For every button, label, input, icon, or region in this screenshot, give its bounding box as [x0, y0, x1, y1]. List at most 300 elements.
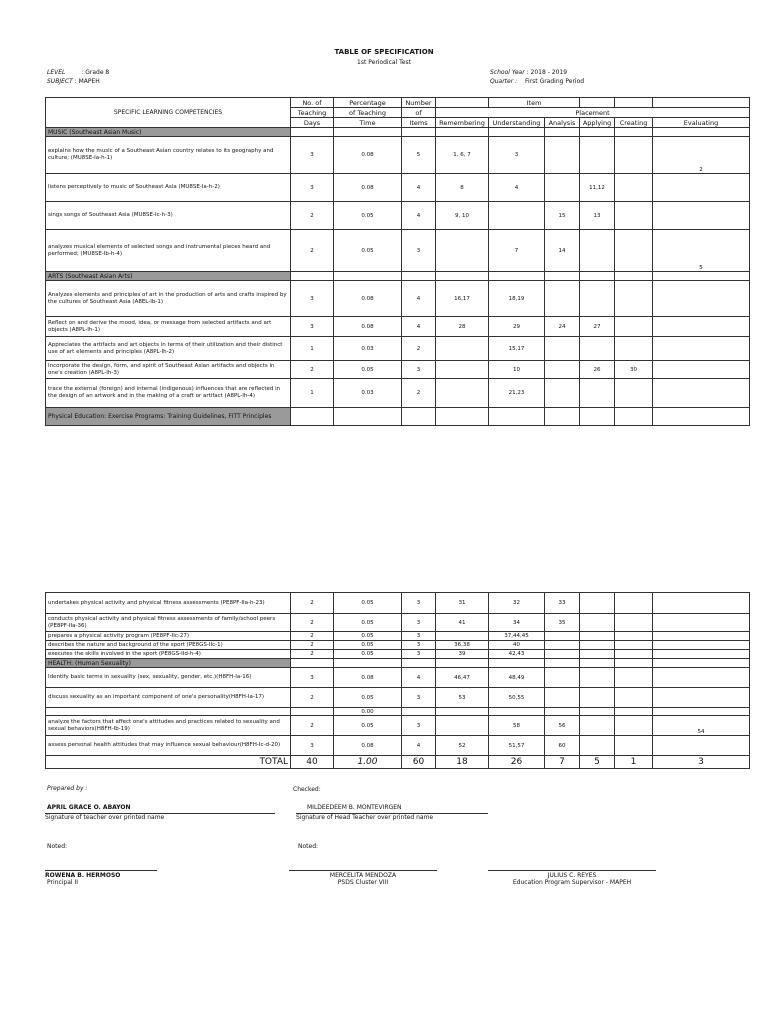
creating-cell [615, 202, 653, 230]
creating-cell [615, 281, 653, 317]
understanding-cell: 4 [489, 174, 545, 202]
competency-cell: executes the skills involved in the sport (PE8GS-IId-h-4) [46, 650, 291, 659]
section-blank-cell [580, 659, 615, 668]
creating-cell [615, 379, 653, 408]
competency-cell: analyze the factors that affect one's attitudes and practices related to sexuality and sexual behaviors(H8FH-Ib-19) [46, 716, 291, 736]
remembering-cell [436, 361, 489, 379]
competency-cell: explains how the music of a Southeast Asian country relates to its geography and culture; (MU8SE-Ia-h-1) [46, 137, 291, 174]
table-row [46, 736, 750, 756]
placement-blank-3 [615, 98, 653, 108]
remembering-cell [436, 379, 489, 408]
evaluating-cell [653, 708, 750, 716]
creating-cell [615, 716, 653, 736]
analysis-cell: 24 [545, 317, 580, 337]
items-header-3: Items [402, 118, 436, 128]
school-year-label: School Year [490, 69, 525, 76]
section-row [46, 659, 750, 668]
section-blank-cell [489, 128, 545, 137]
section-blank-cell [653, 272, 750, 281]
percentage-cell: 0.05 [334, 593, 402, 614]
number-of-items-cell: 4 [402, 174, 436, 202]
creating-cell [615, 174, 653, 202]
total-remembering: 18 [436, 756, 489, 769]
teaching-days-cell: 2 [291, 593, 334, 614]
creating-cell: 30 [615, 361, 653, 379]
applying-cell [580, 379, 615, 408]
teaching-days-cell: 2 [291, 716, 334, 736]
evaluating-cell [653, 202, 750, 230]
supervisor-title: Education Program Supervisor - MAPEH [512, 879, 632, 886]
teaching-days-cell: 2 [291, 230, 334, 272]
competency-cell: trace the external (foreign) and internal (indigenous) influences that are reflected in the design of an artwork and in the making of a craft or artifact (A8PL-Ih-4) [46, 379, 291, 408]
evaluating-cell [653, 668, 750, 688]
percentage-cell: 0.05 [334, 688, 402, 708]
percentage-cell: 0.03 [334, 337, 402, 361]
applying-cell [580, 668, 615, 688]
psds-title: PSDS Cluster VIII [337, 879, 389, 886]
number-of-items-cell: 3 [402, 650, 436, 659]
table-row [46, 281, 750, 317]
number-of-items-cell: 4 [402, 317, 436, 337]
creating-cell [615, 708, 653, 716]
percentage-cell: 0.03 [334, 379, 402, 408]
specification-table-top [45, 97, 750, 426]
evaluating-cell [653, 174, 750, 202]
number-of-items-cell: 3 [402, 361, 436, 379]
pct-header-3: Time [334, 118, 402, 128]
specification-table-bottom [45, 592, 750, 769]
remembering-header: Remembering [436, 118, 489, 128]
subject-value: : MAPEH [74, 78, 100, 85]
remembering-cell: 28 [436, 317, 489, 337]
total-number-of-items: 60 [402, 756, 436, 769]
table-row [46, 174, 750, 202]
header-row-1 [46, 98, 750, 108]
competencies-header: SPECIFIC LEARNING COMPETENCIES [46, 98, 291, 128]
competency-cell: discuss sexuality as an important component of one's personality(H8FH-Ia-17) [46, 688, 291, 708]
percentage-cell: 0.05 [334, 361, 402, 379]
number-of-items-cell: 2 [402, 379, 436, 408]
understanding-cell: 34 [489, 614, 545, 632]
number-of-items-cell: 2 [402, 337, 436, 361]
analysis-cell: 35 [545, 614, 580, 632]
applying-cell [580, 632, 615, 641]
table-row [46, 688, 750, 708]
creating-cell [615, 632, 653, 641]
days-header-1: No. of [291, 98, 334, 108]
analysis-cell: 15 [545, 202, 580, 230]
section-blank-cell [545, 272, 580, 281]
evaluating-cell [653, 317, 750, 337]
percentage-cell: 0.05 [334, 641, 402, 650]
competency-cell: listens perceptively to music of Southeast Asia (MU8SE-Ia-h-2) [46, 174, 291, 202]
table-row [46, 632, 750, 641]
section-blank-cell [291, 408, 334, 426]
evaluating-cell: 5 [653, 230, 750, 272]
analysis-cell [545, 361, 580, 379]
evaluating-cell [653, 736, 750, 756]
principal-title: Principal II [47, 879, 79, 886]
number-of-items-cell: 3 [402, 688, 436, 708]
quarter-value: First Grading Period [525, 78, 585, 85]
pct-header-1: Percentage [334, 98, 402, 108]
evaluating-cell [653, 641, 750, 650]
creating-cell [615, 317, 653, 337]
number-of-items-cell: 4 [402, 202, 436, 230]
subject-label: SUBJECT [47, 78, 73, 85]
analysis-cell: 33 [545, 593, 580, 614]
section-blank-cell [653, 128, 750, 137]
analysis-header: Analysis [545, 118, 580, 128]
percentage-cell: 0.05 [334, 614, 402, 632]
remembering-cell [436, 230, 489, 272]
section-blank-cell [402, 272, 436, 281]
table-row [46, 230, 750, 272]
understanding-cell: 32 [489, 593, 545, 614]
remembering-cell: 36,38 [436, 641, 489, 650]
table-row [46, 317, 750, 337]
number-of-items-cell: 4 [402, 281, 436, 317]
remembering-cell: 1, 6, 7 [436, 137, 489, 174]
understanding-cell: 58 [489, 716, 545, 736]
applying-cell [580, 593, 615, 614]
teaching-days-cell [291, 708, 334, 716]
section-blank-cell [489, 408, 545, 426]
table-row [46, 361, 750, 379]
teaching-days-cell: 3 [291, 317, 334, 337]
principal-name: ROWENA B. HERMOSO [45, 870, 157, 879]
understanding-cell: 7 [489, 230, 545, 272]
percentage-cell: 0.05 [334, 632, 402, 641]
table-row [46, 668, 750, 688]
section-blank-cell [334, 272, 402, 281]
section-blank-cell [291, 272, 334, 281]
percentage-cell: 0.08 [334, 736, 402, 756]
remembering-cell [436, 716, 489, 736]
evaluating-cell [653, 281, 750, 317]
competency-cell: assess personal health attitudes that may influence sexual behaviour(H8FH-Ic-d-20) [46, 736, 291, 756]
creating-cell [615, 736, 653, 756]
prepared-caption: Signature of teacher over printed name [45, 813, 275, 821]
placement-blank-4 [653, 98, 750, 108]
applying-cell [580, 137, 615, 174]
total-evaluating: 3 [653, 756, 750, 769]
section-blank-cell [545, 128, 580, 137]
competency-cell: Appreciates the artifacts and art objects in terms of their utilization and their distinct use of art elements and principles (A8PL-Ih-2) [46, 337, 291, 361]
total-applying: 5 [580, 756, 615, 769]
percentage-cell: 0.05 [334, 230, 402, 272]
applying-cell [580, 281, 615, 317]
number-of-items-cell: 3 [402, 716, 436, 736]
section-row [46, 272, 750, 281]
creating-cell [615, 641, 653, 650]
competency-cell: conducts physical activity and physical fitness assessments of family/school peers (PE8PF-IIa-36) [46, 614, 291, 632]
applying-cell [580, 337, 615, 361]
table-row [46, 137, 750, 174]
applying-cell: 11,12 [580, 174, 615, 202]
teaching-days-cell: 3 [291, 174, 334, 202]
understanding-cell: 50,55 [489, 688, 545, 708]
section-label: Physical Education: Exercise Programs: Training Guidelines, FITT Principles [46, 408, 291, 426]
competency-cell: Reflect on and derive the mood, idea, or message from selected artifacts and art objects (A8PL-Ih-1) [46, 317, 291, 337]
checked-label: Checked: [293, 786, 321, 793]
analysis-cell [545, 137, 580, 174]
number-of-items-cell: 4 [402, 736, 436, 756]
table-row [46, 593, 750, 614]
applying-cell [580, 708, 615, 716]
section-blank-cell [436, 408, 489, 426]
applying-cell [580, 641, 615, 650]
table-row [46, 650, 750, 659]
section-blank-cell [580, 272, 615, 281]
total-creating: 1 [615, 756, 653, 769]
teaching-days-cell: 2 [291, 650, 334, 659]
understanding-cell [489, 202, 545, 230]
section-blank-cell [653, 659, 750, 668]
teaching-days-cell: 2 [291, 202, 334, 230]
number-of-items-cell: 3 [402, 230, 436, 272]
total-label: TOTAL [46, 756, 291, 769]
remembering-cell: 8 [436, 174, 489, 202]
level-value: : Grade 8 [81, 69, 110, 76]
applying-cell [580, 650, 615, 659]
school-year-value: : 2018 - 2019 [526, 69, 568, 76]
evaluating-cell [653, 632, 750, 641]
section-blank-cell [291, 128, 334, 137]
analysis-cell [545, 632, 580, 641]
section-blank-cell [545, 659, 580, 668]
table-row [46, 337, 750, 361]
section-blank-cell [489, 272, 545, 281]
creating-cell [615, 137, 653, 174]
analysis-cell [545, 174, 580, 202]
number-of-items-cell: 3 [402, 632, 436, 641]
applying-cell [580, 688, 615, 708]
subject-row [47, 78, 100, 85]
section-blank-cell [489, 659, 545, 668]
placement-header-1: Item [489, 98, 580, 108]
section-blank-cell [291, 659, 334, 668]
evaluating-cell: 2 [653, 137, 750, 174]
percentage-cell: 0.08 [334, 668, 402, 688]
creating-header: Creating [615, 118, 653, 128]
document-title: TABLE OF SPECIFICATION [334, 48, 434, 56]
evaluating-cell [653, 688, 750, 708]
total-percentage: 1.00 [334, 756, 402, 769]
total-teaching-days: 40 [291, 756, 334, 769]
creating-cell [615, 650, 653, 659]
percentage-cell: 0.05 [334, 202, 402, 230]
items-header-1: Number [402, 98, 436, 108]
creating-cell [615, 230, 653, 272]
school-year-row [490, 69, 567, 76]
section-row [46, 128, 750, 137]
total-understanding: 26 [489, 756, 545, 769]
section-row [46, 408, 750, 426]
teaching-days-cell: 3 [291, 668, 334, 688]
understanding-cell: 10 [489, 361, 545, 379]
remembering-cell: 46,47 [436, 668, 489, 688]
analysis-cell [545, 650, 580, 659]
percentage-cell: 0.05 [334, 716, 402, 736]
remembering-cell: 16,17 [436, 281, 489, 317]
table-row [46, 202, 750, 230]
remembering-cell: 41 [436, 614, 489, 632]
section-blank-cell [615, 659, 653, 668]
remembering-cell: 53 [436, 688, 489, 708]
noted-label-1: Noted: [47, 843, 68, 850]
section-label: HEALTH: (Human Sexuality) [46, 659, 291, 668]
remembering-cell [436, 337, 489, 361]
understanding-cell: 3 [489, 137, 545, 174]
checked-name: MILDEEDEEM B. MONTEVIRGEN [307, 804, 402, 811]
section-blank-cell [436, 128, 489, 137]
understanding-cell: 42,43 [489, 650, 545, 659]
percentage-cell: 0.00 [334, 708, 402, 716]
understanding-cell: 21,23 [489, 379, 545, 408]
section-label: MUSIC (Southeast Asian Music) [46, 128, 291, 137]
table-row [46, 641, 750, 650]
items-header-2: of [402, 108, 436, 118]
days-header-3: Days [291, 118, 334, 128]
analysis-cell: 60 [545, 736, 580, 756]
analysis-cell: 14 [545, 230, 580, 272]
checked-caption: Signature of Head Teacher over printed name [296, 813, 488, 821]
percentage-cell: 0.08 [334, 281, 402, 317]
applying-cell [580, 736, 615, 756]
section-label: ARTS (Southeast Asian Arts) [46, 272, 291, 281]
teaching-days-cell: 3 [291, 137, 334, 174]
competency-cell: describes the nature and background of the sport (PE8GS-IIc-1) [46, 641, 291, 650]
section-blank-cell [334, 128, 402, 137]
remembering-cell: 39 [436, 650, 489, 659]
total-row [46, 756, 750, 769]
section-blank-cell [436, 272, 489, 281]
section-blank-cell [615, 128, 653, 137]
applying-cell [580, 614, 615, 632]
number-of-items-cell: 3 [402, 593, 436, 614]
understanding-header: Understanding [489, 118, 545, 128]
creating-cell [615, 593, 653, 614]
analysis-cell [545, 708, 580, 716]
psds-name: MERCELITA MENDOZA [289, 870, 437, 879]
analysis-cell [545, 641, 580, 650]
teaching-days-cell: 2 [291, 361, 334, 379]
section-blank-cell [615, 408, 653, 426]
table-row [46, 716, 750, 736]
document-subtitle: 1st Periodical Test [357, 59, 411, 66]
pct-header-2: of Teaching [334, 108, 402, 118]
section-blank-cell [545, 408, 580, 426]
quarter-row [490, 78, 584, 85]
applying-cell [580, 230, 615, 272]
analysis-cell [545, 337, 580, 361]
remembering-cell: 52 [436, 736, 489, 756]
section-blank-cell [436, 659, 489, 668]
placement-header-2: Placement [436, 108, 750, 118]
section-blank-cell [334, 408, 402, 426]
applying-cell: 26 [580, 361, 615, 379]
section-blank-cell [402, 408, 436, 426]
applying-cell [580, 716, 615, 736]
creating-cell [615, 688, 653, 708]
number-of-items-cell: 5 [402, 137, 436, 174]
level-label: LEVEL [47, 69, 66, 76]
understanding-cell: 18,19 [489, 281, 545, 317]
evaluating-cell: 54 [653, 716, 750, 736]
evaluating-cell [653, 361, 750, 379]
number-of-items-cell: 3 [402, 641, 436, 650]
table-row [46, 708, 750, 716]
evaluating-header: Evaluating [653, 118, 750, 128]
remembering-cell [436, 632, 489, 641]
section-blank-cell [402, 128, 436, 137]
teaching-days-cell: 2 [291, 688, 334, 708]
analysis-cell [545, 379, 580, 408]
teaching-days-cell: 2 [291, 614, 334, 632]
percentage-cell: 0.08 [334, 317, 402, 337]
analysis-cell: 56 [545, 716, 580, 736]
analysis-cell [545, 688, 580, 708]
prepared-name: APRIL GRACE O. ABAYON [47, 804, 131, 811]
competency-cell: sings songs of Southeast Asia (MU8SE-Ic-h-3) [46, 202, 291, 230]
competency-cell: undertakes physical activity and physical fitness assessments (PE8PF-IIa-h-23) [46, 593, 291, 614]
placement-blank-1 [436, 98, 489, 108]
number-of-items-cell: 3 [402, 614, 436, 632]
quarter-label: Quarter : [490, 78, 518, 85]
percentage-cell: 0.05 [334, 650, 402, 659]
evaluating-cell [653, 593, 750, 614]
percentage-cell: 0.08 [334, 137, 402, 174]
noted-label-2: Noted: [298, 843, 319, 850]
table-row [46, 379, 750, 408]
applying-cell: 27 [580, 317, 615, 337]
supervisor-name: JULIUS C. REYES [488, 870, 656, 879]
understanding-cell: 40 [489, 641, 545, 650]
teaching-days-cell: 2 [291, 632, 334, 641]
number-of-items-cell [402, 708, 436, 716]
section-blank-cell [402, 659, 436, 668]
competency-cell: Identify basic terms in sexuality (sex, sexuality, gender, etc.)(H8FH-Ia-16) [46, 668, 291, 688]
teaching-days-cell: 1 [291, 337, 334, 361]
remembering-cell: 9, 10 [436, 202, 489, 230]
understanding-cell: 15,17 [489, 337, 545, 361]
remembering-cell [436, 708, 489, 716]
evaluating-cell [653, 614, 750, 632]
competency-cell: analyzes musical elements of selected songs and instrumental pieces heard and performed; (MU8SE-Ib-h-4) [46, 230, 291, 272]
competency-cell [46, 708, 291, 716]
prepared-by-label: Prepared by : [47, 785, 88, 792]
teaching-days-cell: 3 [291, 736, 334, 756]
competency-cell: prepares a physical activity program (PE8PF-IIc-27) [46, 632, 291, 641]
evaluating-cell [653, 337, 750, 361]
placement-blank-2 [580, 98, 615, 108]
competency-cell: Incorporate the design, form, and spirit of Southeast Asian artifacts and objects in one's creation (A8PL-Ih-3) [46, 361, 291, 379]
table-row [46, 614, 750, 632]
evaluating-cell [653, 379, 750, 408]
teaching-days-cell: 1 [291, 379, 334, 408]
understanding-cell: 37,44,45 [489, 632, 545, 641]
understanding-cell [489, 708, 545, 716]
analysis-cell [545, 281, 580, 317]
teaching-days-cell: 2 [291, 641, 334, 650]
section-blank-cell [580, 408, 615, 426]
section-blank-cell [334, 659, 402, 668]
remembering-cell: 31 [436, 593, 489, 614]
creating-cell [615, 337, 653, 361]
creating-cell [615, 614, 653, 632]
competency-cell: Analyzes elements and principles of art in the production of arts and crafts inspired by the cultures of Southeast Asia (A8EL-Ib-1) [46, 281, 291, 317]
